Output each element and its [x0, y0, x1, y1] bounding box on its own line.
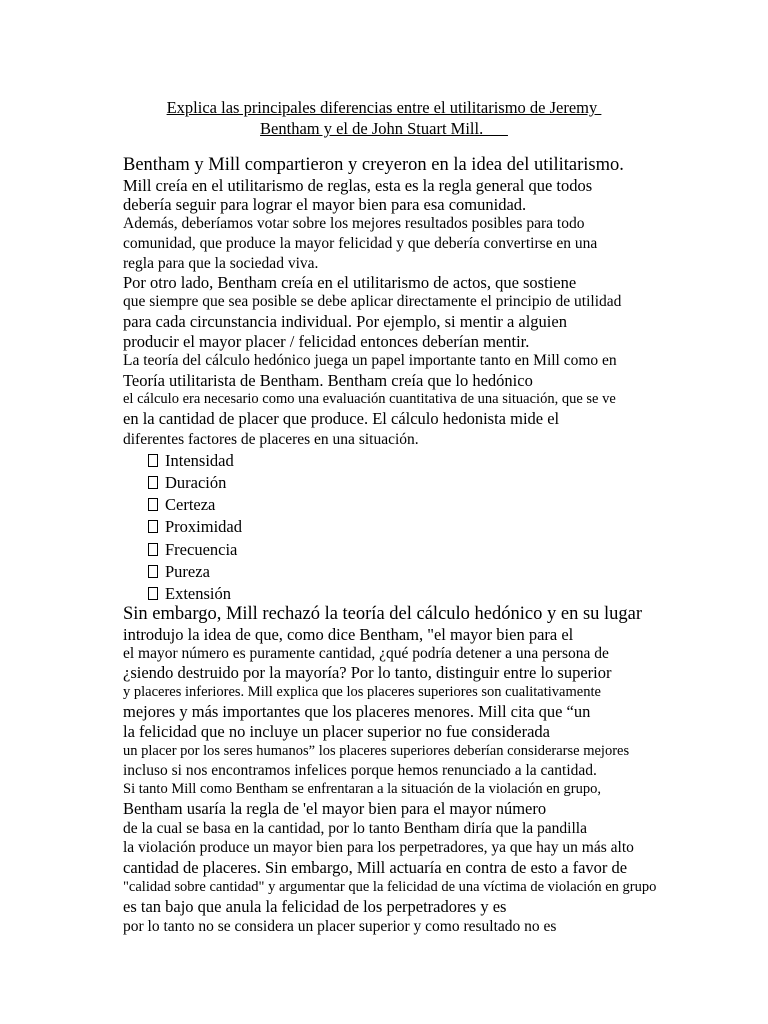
body-line: cantidad de placeres. Sin embargo, Mill actuaría en contra de esto a favor de	[123, 858, 628, 877]
body-line: y placeres inferiores. Mill explica que los placeres superiores son cualitativamente	[123, 684, 601, 700]
body-line: para cada circunstancia individual. Por ejemplo, si mentir a alguien	[123, 312, 567, 331]
body-line: la violación produce un mayor bien para los perpetradores, ya que hay un más alto	[123, 839, 634, 856]
body-line: ¿siendo destruido por la mayoría? Por lo tanto, distinguir entre lo superior	[123, 663, 612, 682]
body-line: producir el mayor placer / felicidad entonces deberían mentir.	[123, 332, 530, 351]
checkbox-glyph-icon	[148, 498, 158, 511]
body-line: Teoría utilitarista de Bentham. Bentham creía que lo hedónico	[123, 371, 533, 390]
body-line: de la cual se basa en la cantidad, por lo tanto Bentham diría que la pandilla	[123, 820, 587, 837]
checkbox-glyph-icon	[148, 476, 158, 489]
list-item	[148, 542, 237, 559]
list-item-label: Extensión	[165, 584, 231, 603]
list-item	[148, 453, 234, 470]
list-item	[148, 519, 242, 536]
list-item-label: Certeza	[165, 495, 216, 514]
body-line: Si tanto Mill como Bentham se enfrentaran a la situación de la violación en grupo,	[123, 781, 601, 797]
body-line: Bentham usaría la regla de 'el mayor bien para el mayor número	[123, 799, 547, 818]
body-line: un placer por los seres humanos” los placeres superiores deberían considerarse mejores	[123, 743, 630, 759]
body-line: incluso si nos encontramos infelices porque hemos renunciado a la cantidad.	[123, 762, 597, 779]
checkbox-glyph-icon	[148, 454, 158, 467]
body-line: Mill creía en el utilitarismo de reglas, esta es la regla general que todos	[123, 176, 593, 195]
list-item	[148, 586, 231, 603]
checkbox-glyph-icon	[148, 565, 158, 578]
document-title-line-1: Explica las principales diferencias entre el utilitarismo de Jeremy	[166, 98, 602, 117]
body-line: diferentes factores de placeres en una situación.	[123, 431, 419, 448]
checkbox-glyph-icon	[148, 520, 158, 533]
body-line: por lo tanto no se considera un placer superior y como resultado no es	[123, 918, 557, 935]
body-line: que siempre que sea posible se debe aplicar directamente el principio de utilidad	[123, 293, 622, 310]
checkbox-glyph-icon	[148, 587, 158, 600]
body-line: Sin embargo, Mill rechazó la teoría del cálculo hedónico y en su lugar	[123, 604, 643, 624]
list-item	[148, 564, 210, 581]
list-item-label: Duración	[165, 473, 227, 492]
body-line: comunidad, que produce la mayor felicidad y que debería convertirse en una	[123, 235, 598, 252]
list-item	[148, 475, 226, 492]
list-item	[148, 497, 215, 514]
list-item-label: Pureza	[165, 562, 210, 581]
body-line: el mayor número es puramente cantidad, ¿qué podría detener a una persona de	[123, 645, 609, 662]
body-line: Además, deberíamos votar sobre los mejores resultados posibles para todo	[123, 215, 585, 232]
body-line: en la cantidad de placer que produce. El cálculo hedonista mide el	[123, 409, 560, 428]
body-line: Bentham y Mill compartieron y creyeron en la idea del utilitarismo.	[123, 155, 624, 175]
body-line: el cálculo era necesario como una evaluación cuantitativa de una situación, que se ve	[123, 391, 616, 407]
list-item-label: Frecuencia	[165, 540, 238, 559]
body-line: regla para que la sociedad viva.	[123, 255, 319, 272]
body-line: mejores y más importantes que los placeres menores. Mill cita que “un	[123, 702, 591, 721]
body-line: La teoría del cálculo hedónico juega un papel importante tanto en Mill como en	[123, 352, 617, 369]
list-item-label: Proximidad	[165, 517, 242, 536]
body-line: la felicidad que no incluye un placer superior no fue considerada	[123, 722, 550, 741]
checkbox-glyph-icon	[148, 543, 158, 556]
body-line: es tan bajo que anula la felicidad de los perpetradores y es	[123, 897, 507, 916]
body-line: "calidad sobre cantidad" y argumentar que la felicidad de una víctima de violación en grupo	[123, 879, 657, 895]
body-line: introdujo la idea de que, como dice Bentham, "el mayor bien para el	[123, 625, 574, 644]
body-line: Por otro lado, Bentham creía en el utilitarismo de actos, que sostiene	[123, 273, 577, 292]
body-line: debería seguir para lograr el mayor bien para esa comunidad.	[123, 195, 527, 214]
document-title-line-2: Bentham y el de John Stuart Mill.	[260, 119, 508, 138]
list-item-label: Intensidad	[165, 451, 234, 470]
